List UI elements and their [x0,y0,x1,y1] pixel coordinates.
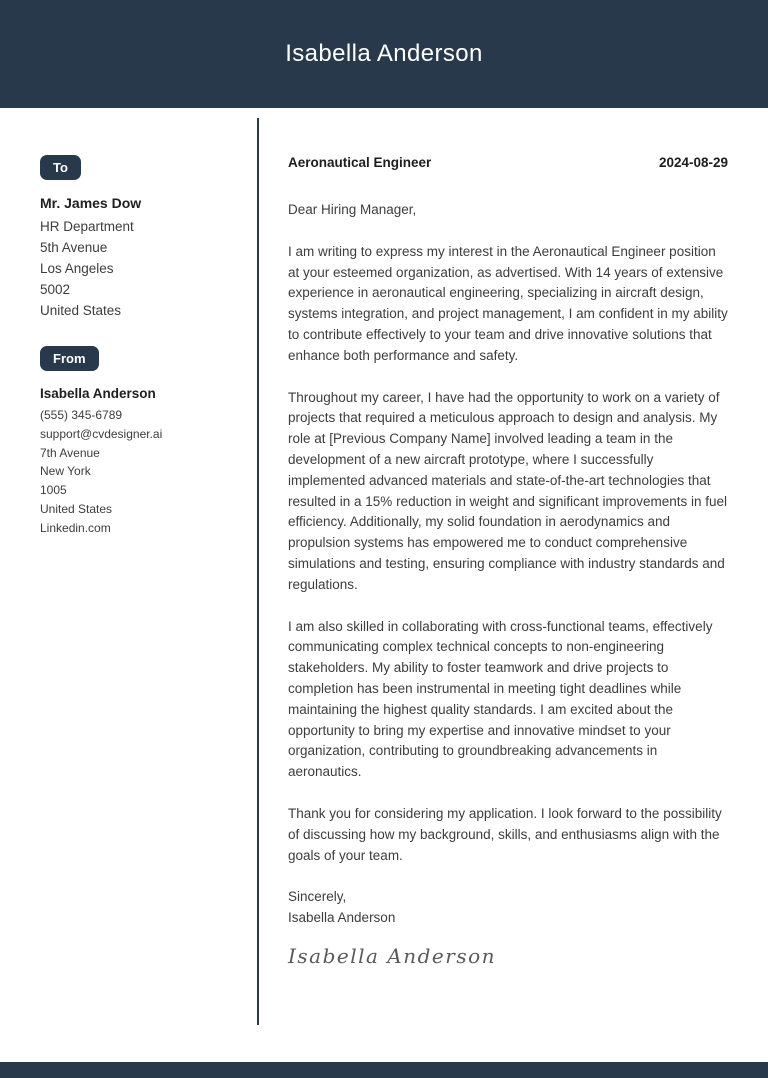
recipient-block [40,195,239,321]
address-line: 5002 [40,282,71,297]
page-footer [0,1062,768,1078]
handwritten-signature: Isabella Anderson [288,943,497,968]
column-divider [257,118,259,1025]
salutation: Dear Hiring Manager, [288,202,417,217]
address-line: 7th Avenue [40,445,100,460]
signed-name: Isabella Anderson [288,910,396,926]
header-name: Isabella Anderson [285,40,483,67]
to-badge: To [40,155,81,180]
letter-paragraphs [288,242,728,867]
sender-address [40,406,239,538]
sidebar [0,108,257,968]
address-line: New York [40,464,91,479]
from-badge-wrap [40,346,239,371]
address-line: United States [40,501,113,516]
address-line: Los Angeles [40,261,114,276]
address-line: United States [40,303,122,318]
address-line: support@cvdesigner.ai [40,426,163,441]
body-row [0,108,768,968]
recipient-address [40,216,239,321]
address-line: Linkedin.com [40,520,111,535]
closing-block [288,887,728,929]
from-badge: From [40,346,99,371]
job-title: Aeronautical Engineer [288,155,432,170]
letter-paragraph: I am also skilled in collaborating with cross-functional teams, effectively communicating complex technical concepts to non-engineering stakeholders. My ability to foster teamwork and drive projects to completion has been instrumental in meeting tight deadlines while maintaining the highest quality standards. I am excited about the opportunity to bring my expertise and innovative mindset to your organization, contributing to groundbreaking advancements in aeronautics. [288,618,713,780]
address-line: HR Department [40,219,134,234]
address-line: 1005 [40,483,67,498]
title-row [288,155,728,170]
address-line: 5th Avenue [40,240,108,255]
to-badge-wrap [40,155,239,180]
letter-paragraph: Throughout my career, I have had the opportunity to work on a variety of projects that required a meticulous approach to design and analysis. My role at [Previous Company Name] involved leading a team in the development of a new aircraft prototype, where I successfully implemented advanced materials and state-of-the-art technologies that resulted in a 15% reduction in weight and significant improvements in fuel efficiency. Additionally, my solid foundation in aerodynamics and propulsion systems has empowered me to conduct comprehensive simulations and testing, ensuring compliance with industry standards and regulations. [288,389,727,592]
letter-paragraph: Thank you for considering my application. I look forward to the possibility of discussing how my background, skills, and enthusiasms align with the goals of your team. [288,805,722,863]
recipient-name: Mr. James Dow [40,195,142,211]
sender-name: Isabella Anderson [40,386,156,401]
address-line: (555) 345-6789 [40,408,123,422]
closing-word: Sincerely, [288,889,347,905]
page-header [0,0,768,108]
letter-date: 2024-08-29 [658,155,728,170]
letter-body [257,108,768,968]
sender-block [40,386,239,538]
letter-paragraph: I am writing to express my interest in the Aeronautical Engineer position at your esteemed organization, as advertised. With 14 years of extensive experience in aeronautical engineering, specializing in aircraft design, systems integration, and project management, I am confident in my ability to contribute effectively to your team and drive innovative solutions that enhance both performance and safety. [288,243,728,363]
